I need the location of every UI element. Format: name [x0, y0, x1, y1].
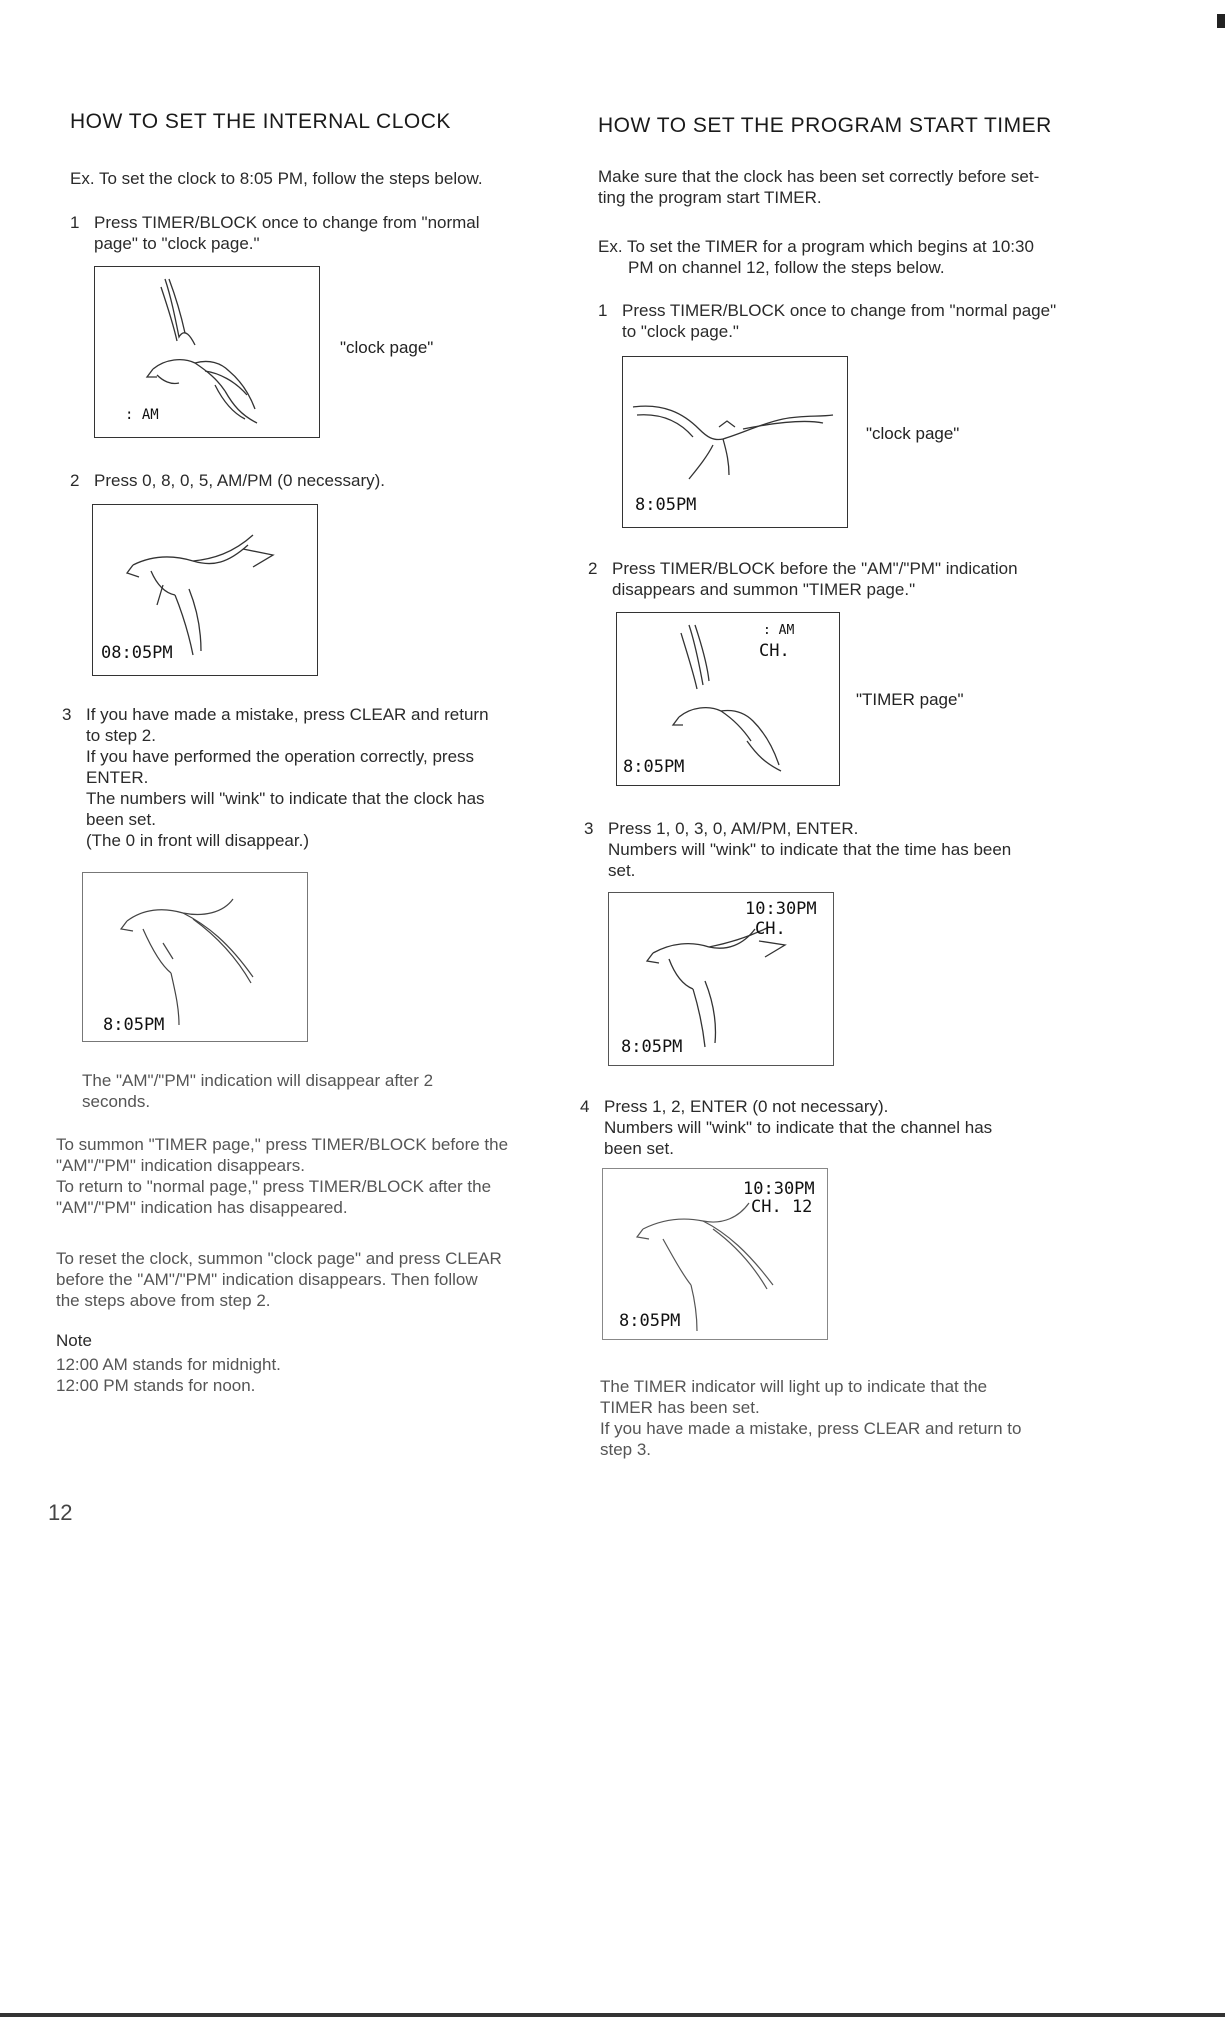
left-step3: 3 If you have made a mistake, press CLEAR and return to step 2. If you have performed the operation correctly, press ENTER. The numbers will "wink" to indicate that the clock has been set. (The 0 in front will disappear.) [62, 705, 489, 850]
channel-display: CH. 12 [751, 1197, 813, 1217]
timer-time-display: 10:30PM [745, 899, 817, 919]
left-figure-3-screen [82, 872, 308, 1042]
right-figure-4-screen [602, 1168, 828, 1340]
right-figure-3-screen [608, 892, 834, 1066]
right-step2: 2 Press TIMER/BLOCK before the "AM"/"PM" indication disappears and summon "TIMER page." [588, 559, 1018, 599]
right-step1: 1 Press TIMER/BLOCK once to change from "normal page" to "clock page." [598, 301, 1057, 341]
right-heading: HOW TO SET THE PROGRAM START TIMER [598, 114, 1052, 137]
right-figure-1-label: "clock page" [866, 424, 960, 443]
clock-display: 8:05PM [635, 495, 697, 515]
left-paragraph-2: To reset the clock, summon "clock page" and press CLEAR before the "AM"/"PM" indication disappears. Then follow the steps above from step 2. [56, 1249, 502, 1310]
left-step2: 2 Press 0, 8, 0, 5, AM/PM (0 necessary). [70, 471, 385, 490]
note-heading: Note [56, 1331, 92, 1350]
left-step1: 1 Press TIMER/BLOCK once to change from "normal page" to "clock page." [70, 213, 480, 253]
page-edge-mark [1217, 14, 1225, 28]
clock-display: 8:05PM [619, 1311, 681, 1331]
right-step3: 3 Press 1, 0, 3, 0, AM/PM, ENTER. Numbers will "wink" to indicate that the time has been set. [584, 819, 1012, 880]
clock-display: 8:05PM [623, 757, 685, 777]
right-figure-1-screen [622, 356, 848, 528]
right-figure-2-screen [616, 612, 840, 786]
timer-time-display: 10:30PM [743, 1179, 815, 1199]
left-after-note: The "AM"/"PM" indication will disappear after 2 seconds. [82, 1071, 434, 1111]
right-closing: The TIMER indicator will light up to indicate that the TIMER has been set. If you have made a mistake, press CLEAR and return to step 3. [600, 1377, 1022, 1459]
right-example: Ex. To set the TIMER for a program which begins at 10:30 PM on channel 12, follow the steps below. [598, 237, 1034, 277]
left-figure-2-screen [92, 504, 318, 676]
right-intro: Make sure that the clock has been set correctly before set- ting the program start TIMER. [598, 167, 1040, 207]
left-figure-1-screen [94, 266, 320, 438]
clock-display: 08:05PM [101, 643, 173, 663]
left-intro: Ex. To set the clock to 8:05 PM, follow the steps below. [70, 169, 483, 188]
right-step4: 4 Press 1, 2, ENTER (0 not necessary). Numbers will "wink" to indicate that the channel has been set. [580, 1097, 993, 1158]
left-heading: HOW TO SET THE INTERNAL CLOCK [70, 110, 451, 133]
clock-display: : AM [125, 407, 159, 423]
channel-display: CH. [759, 641, 790, 661]
left-figure-1-label: "clock page" [340, 338, 434, 357]
clock-display: 8:05PM [103, 1015, 165, 1035]
page-bottom-edge [0, 2013, 1225, 2017]
clock-display: 8:05PM [621, 1037, 683, 1057]
note-text: 12:00 AM stands for midnight. 12:00 PM stands for noon. [56, 1355, 281, 1395]
timer-am-indicator: : AM [763, 623, 795, 638]
step-number: 1 [70, 213, 80, 232]
channel-display: CH. [755, 919, 786, 939]
page-number: 12 [48, 1500, 73, 1525]
left-paragraph-1: To summon "TIMER page," press TIMER/BLOCK before the "AM"/"PM" indication disappears. To return to "normal page," press TIMER/BLOCK after the "AM"/"PM" indication has disappeared. [56, 1135, 509, 1217]
right-figure-2-label: "TIMER page" [856, 690, 964, 709]
